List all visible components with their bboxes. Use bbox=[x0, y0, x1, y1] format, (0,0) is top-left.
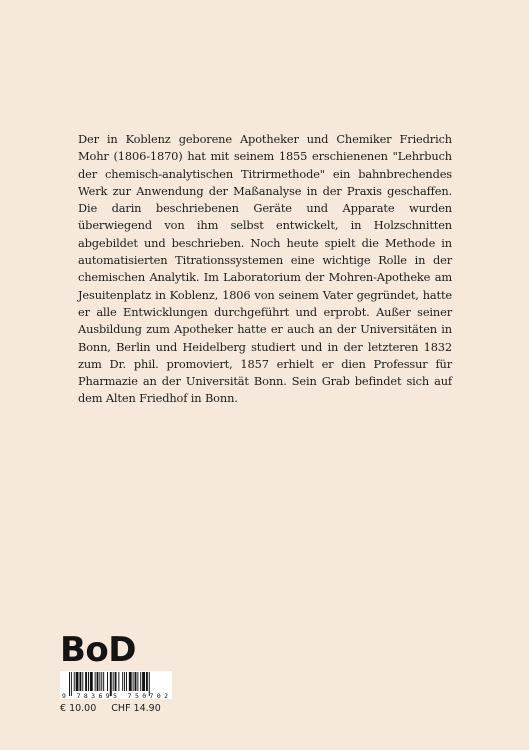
barcode-bar bbox=[129, 672, 132, 691]
price-chf: CHF 14.90 bbox=[111, 703, 161, 714]
barcode-bar bbox=[74, 672, 75, 691]
barcode-bar bbox=[76, 672, 79, 691]
back-cover-blurb: Der in Koblenz geborene Apotheker und Chemiker Friedrich Mohr (1806-1870) hat mit seinem 1855 erschienenen "Lehrbuch der chemisch-analytischen Titrirmethode" ein bahnbrechendes Werk zur Anwendung der Maßanalyse in der Praxis geschaffen. Die darin beschriebenen Geräte und Apparate wurden überwiegend von ihm selbst entwickelt, in Holzschnitten abgebildet und beschrieben. Noch heute spielt die Methode in automatisierten Titrationssystemen eine wichtige Rolle in der chemischen Analytik. Im Laboratorium der Mohren-Apotheke am Jesuitenplatz in Koblenz, 1806 von seinem Vater gegründet, hatte er alle Entwicklungen durchgeführt und erprobt. Außer seiner Ausbildung zum Apotheker hatte er auch an der Universitäten in Bonn, Berlin und Heidelberg studiert und in der letzteren 1832 zum Dr. phil. promoviert, 1857 erhielt er dien Professur für Pharmazie an der Universität Bonn. Sein Grab befindet sich auf dem Alten Friedhof in Bonn. bbox=[78, 132, 452, 406]
barcode-bar bbox=[90, 672, 93, 691]
barcode-graphic bbox=[60, 671, 172, 699]
barcode-bar bbox=[146, 672, 148, 691]
barcode-bar bbox=[140, 672, 141, 691]
barcode-bar bbox=[118, 672, 119, 691]
barcode-bar bbox=[124, 672, 125, 691]
barcode-bar bbox=[79, 672, 81, 691]
isbn-barcode bbox=[60, 671, 172, 699]
barcode-bar bbox=[113, 672, 114, 691]
price-line bbox=[60, 703, 161, 714]
barcode-bar bbox=[85, 672, 87, 691]
barcode-bar bbox=[99, 672, 100, 691]
barcode-digits: 9 783695 750702 bbox=[62, 692, 168, 699]
barcode-bar bbox=[142, 672, 145, 691]
publisher-logo: BoD bbox=[60, 630, 136, 670]
barcode-bar bbox=[135, 672, 137, 691]
barcode-bar bbox=[126, 672, 127, 691]
price-eur: € 10.00 bbox=[60, 703, 97, 714]
barcode-bar bbox=[133, 672, 134, 691]
barcode-bar bbox=[115, 672, 117, 691]
barcode-bar bbox=[101, 672, 102, 691]
barcode-bar bbox=[82, 672, 83, 691]
barcode-bar bbox=[137, 672, 138, 691]
barcode-bar bbox=[95, 672, 96, 691]
barcode-bar bbox=[122, 672, 123, 691]
barcode-bar bbox=[88, 672, 89, 691]
barcode-bar bbox=[97, 672, 99, 691]
barcode-bar bbox=[107, 672, 108, 691]
barcode-bar bbox=[103, 672, 104, 691]
barcode-bar bbox=[110, 672, 112, 696]
